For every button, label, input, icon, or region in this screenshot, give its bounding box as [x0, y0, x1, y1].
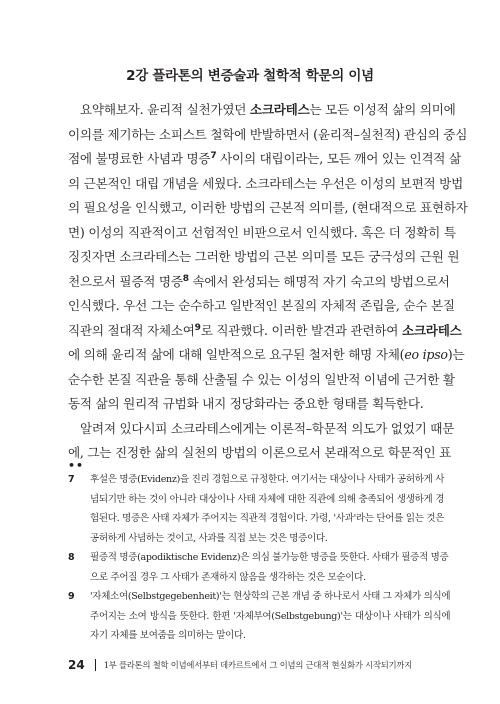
paragraph-line: 직관의 절대적 자체소여$^9$로 직관했다. 이러한 발견과 관련하여 소크라테스: [68, 322, 462, 338]
paragraph-line: 요약해보자. 윤리적 실천가였던 소크라테스는 모든 이성적 삶의 의미에: [80, 102, 456, 117]
footnote-number: 9: [68, 591, 75, 602]
paragraph-line: 의 근본적인 대립 개념을 세웠다. 소크라테스는 우선은 이성의 보편적 방법: [68, 175, 463, 191]
paragraph-line: 순수한 본질 직관을 통해 산출될 수 있는 이성의 일반적 이념에 근거한 활: [68, 371, 455, 387]
footnote-7: [68, 470, 445, 548]
footer-separator: [95, 659, 96, 671]
footnote-number: 7: [68, 474, 75, 485]
footnote-line: 공허하게 사념하는 것이고, 사과를 직접 보는 것은 명증이다.: [90, 532, 328, 544]
footnote-line: 필증적 명증(apodiktische Evidenz)은 의심 불가능한 명증을 뜻한다. 사태가 필증적 명증: [90, 552, 449, 563]
footnote-ref-8[interactable]: 8: [182, 273, 189, 284]
paragraph-line: 알려져 있다시피 소크라테스에게는 이론적–학문적 의도가 없었기 때문: [80, 420, 455, 436]
latin-term: eo ipso: [404, 347, 448, 362]
footnote-line: '자체소여(Selbstgegebenheit)'는 현상학의 근본 개념 중 하나로서 사태 그 자체가 의식에: [90, 591, 451, 602]
paragraph-line: 에 의해 윤리적 삶에 대해 일반적으로 요구된 철저한 해명 자체(eo ipso)는: [68, 347, 465, 362]
chapter-title: 2강 플라톤의 변증술과 철학적 학문의 이념: [126, 68, 374, 84]
paragraph-line: 의 필요성을 인식했고, 이러한 방법의 근본적 의미를, (현대적으로 표현하자: [68, 200, 468, 215]
footnote-line: 으로 주어질 경우 그 사태가 존재하지 않음을 생각하는 것은 모순이다.: [90, 571, 366, 583]
footnote-ref-7[interactable]: 7: [210, 150, 217, 161]
paragraph-line: 면) 이성의 직관적이고 선험적인 비판으로서 인식했다. 혹은 더 정확히 특: [68, 224, 456, 240]
footnote-line: 념되기만 하는 것이 아니라 대상이나 사태 자체에 대한 직관에 의해 충족되어 생생하게 경: [90, 493, 445, 505]
paragraph-line: 징짓자면 소크라테스는 그러한 방법의 근본 의미를 모든 궁극성의 근원 원: [68, 249, 460, 264]
footnote-8: [68, 548, 449, 587]
footnote-ref-9[interactable]: 9: [194, 322, 201, 333]
footnote-number: 8: [68, 552, 75, 563]
page-footer: [68, 656, 448, 674]
footnote-line: 자기 자체를 보여줌을 의미하는 말이다.: [90, 630, 246, 641]
paragraph-line: 동적 삶의 원리적 규범화 내지 정당화라는 중요한 형태를 획득한다.: [68, 396, 424, 411]
paragraph-line: 점에 불명료한 사념과 명증$^7$ 사이의 대립이라는, 모든 깨어 있는 인격적 삶: [68, 150, 461, 166]
page-number: 24: [68, 658, 85, 672]
paragraph-line: 천으로서 필증적 명증$^8$ 속에서 완성되는 해명적 자기 숙고의 방법으로서: [68, 273, 450, 289]
footnote-line: 주어지는 소여 방식을 뜻한다. 한편 '자체부여(Selbstgebung)'는 대상이나 사태가 의식에: [90, 610, 451, 622]
paragraph-line: 에, 그는 진정한 삶의 실천의 방법의 이론으로서 본래적으로 학문적인 표: [68, 445, 452, 460]
paragraph-line: 인식했다. 우선 그는 순수하고 일반적인 본질의 자체적 존립을, 순수 본질: [68, 298, 455, 313]
body-text: [68, 98, 468, 466]
footnote-divider: ••: [68, 459, 85, 472]
footnote-9: [68, 587, 451, 646]
footnotes: [68, 470, 451, 646]
emphasized-name: 소크라테스: [249, 102, 310, 117]
emphasized-name: 소크라테스: [401, 322, 462, 338]
running-head: 1부 플라톤의 철학 이념에서부터 데카르트에서 그 이념의 근대적 현실화가 시작되기까지: [103, 660, 413, 670]
footnote-line: 험된다. 명증은 사태 자체가 주어지는 직관적 경험이다. 가령, '사과'라는 단어를 읽는 것은: [90, 513, 445, 524]
paragraph-line: 이의를 제기하는 소피스트 철학에 반발하면서 (윤리적–실천적) 관심의 중심: [68, 126, 468, 142]
footnote-line: 후설은 명증(Evidenz)을 진리 경험으로 규정한다. 여기서는 대상이나 사태가 공허하게 사: [90, 474, 445, 485]
